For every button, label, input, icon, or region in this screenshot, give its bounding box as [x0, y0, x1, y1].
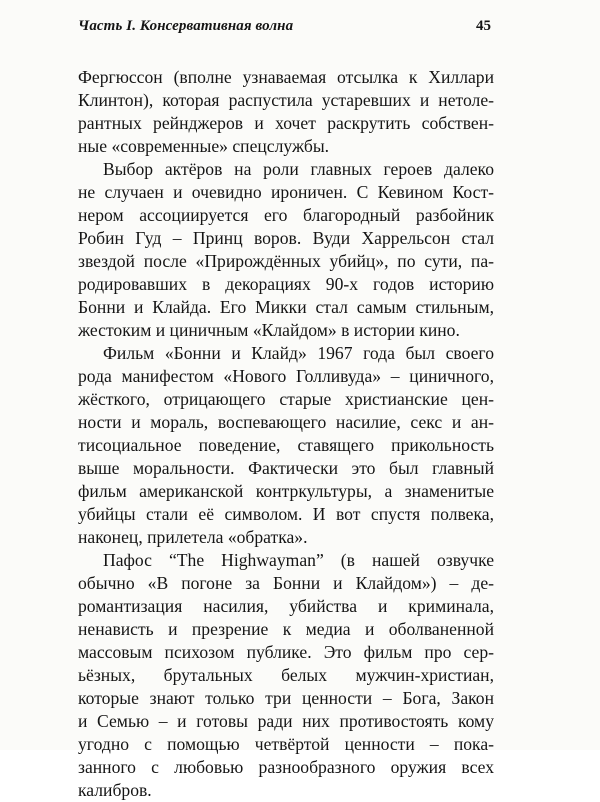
- text-line: романтизация насилия, убийства и криминала,: [78, 596, 494, 616]
- text-line: Фергюссон (вполне узнаваемая отсылка к Хиллари: [78, 67, 494, 87]
- running-head: Часть I. Консервативная волна: [78, 18, 294, 34]
- text-line: калибров.: [78, 780, 152, 800]
- text-line: и Семью – и готовы ради них противостоять кому: [78, 711, 494, 731]
- text-line: выше моральности. Фактически это был главный: [78, 458, 494, 478]
- text-line: которые знают только три ценности – Бога, Закон: [78, 688, 494, 708]
- text-line: рода манифестом «Нового Голливуда» – циничного,: [78, 366, 494, 386]
- text-line: фильм американской контркультуры, а знаменитые: [78, 481, 494, 501]
- text-line: ненависть и презрение к медиа и оболваненной: [78, 619, 494, 639]
- text-line: Пафос “The Highwayman” (в нашей озвучке: [103, 550, 494, 570]
- text-line: Клинтон), которая распустила устаревших и нетоле-: [78, 90, 494, 110]
- text-line: ьёзных, брутальных белых мужчин-христиан,: [78, 665, 494, 685]
- text-line: родировавших в декорациях 90-х годов историю: [78, 274, 494, 294]
- text-line: наконец, прилетела «обратка».: [78, 527, 308, 547]
- paragraph: [78, 549, 494, 802]
- body-text: [78, 66, 494, 802]
- text-line: ные «современные» спецслужбы.: [78, 136, 330, 156]
- text-line: обычно «В погоне за Бонни и Клайдом») – де-: [78, 573, 494, 593]
- text-line: угодно с помощью четвёртой ценности – пока-: [78, 734, 494, 754]
- text-line: массовым психозом публике. Это фильм про сер-: [78, 642, 494, 662]
- text-line: рантных рейнджеров и хочет раскрутить собствен-: [78, 113, 494, 133]
- text-line: убийцы стали её символом. И вот спустя полвека,: [78, 504, 494, 524]
- paragraph: [78, 158, 494, 342]
- text-line: звездой после «Прирождённых убийц», по сути, па-: [78, 251, 494, 271]
- text-line: жестоким и циничным «Клайдом» в истории кино.: [78, 320, 460, 340]
- text-line: нером ассоциируется его благородный разбойник: [78, 205, 494, 225]
- text-line: не случаен и очевидно ироничен. С Кевином Кост-: [78, 182, 494, 202]
- text-line: Бонни и Клайда. Его Микки стал самым стильным,: [78, 297, 494, 317]
- paragraph: [78, 66, 494, 158]
- text-line: тисоциальное поведение, ставящего прикольность: [78, 435, 494, 455]
- text-line: Выбор актёров на роли главных героев далеко: [103, 159, 494, 179]
- text-line: занного с любовью разнообразного оружия всех: [78, 757, 494, 777]
- text-line: Фильм «Бонни и Клайд» 1967 года был своего: [103, 343, 494, 363]
- text-line: ности и мораль, воспевающего насилие, секс и ан-: [78, 412, 494, 432]
- text-line: Робин Гуд – Принц воров. Вуди Харрельсон стал: [78, 228, 494, 248]
- text-line: жёсткого, отрицающего старые христианские цен-: [78, 389, 494, 409]
- page-number: 45: [476, 18, 491, 34]
- paragraph: [78, 342, 494, 549]
